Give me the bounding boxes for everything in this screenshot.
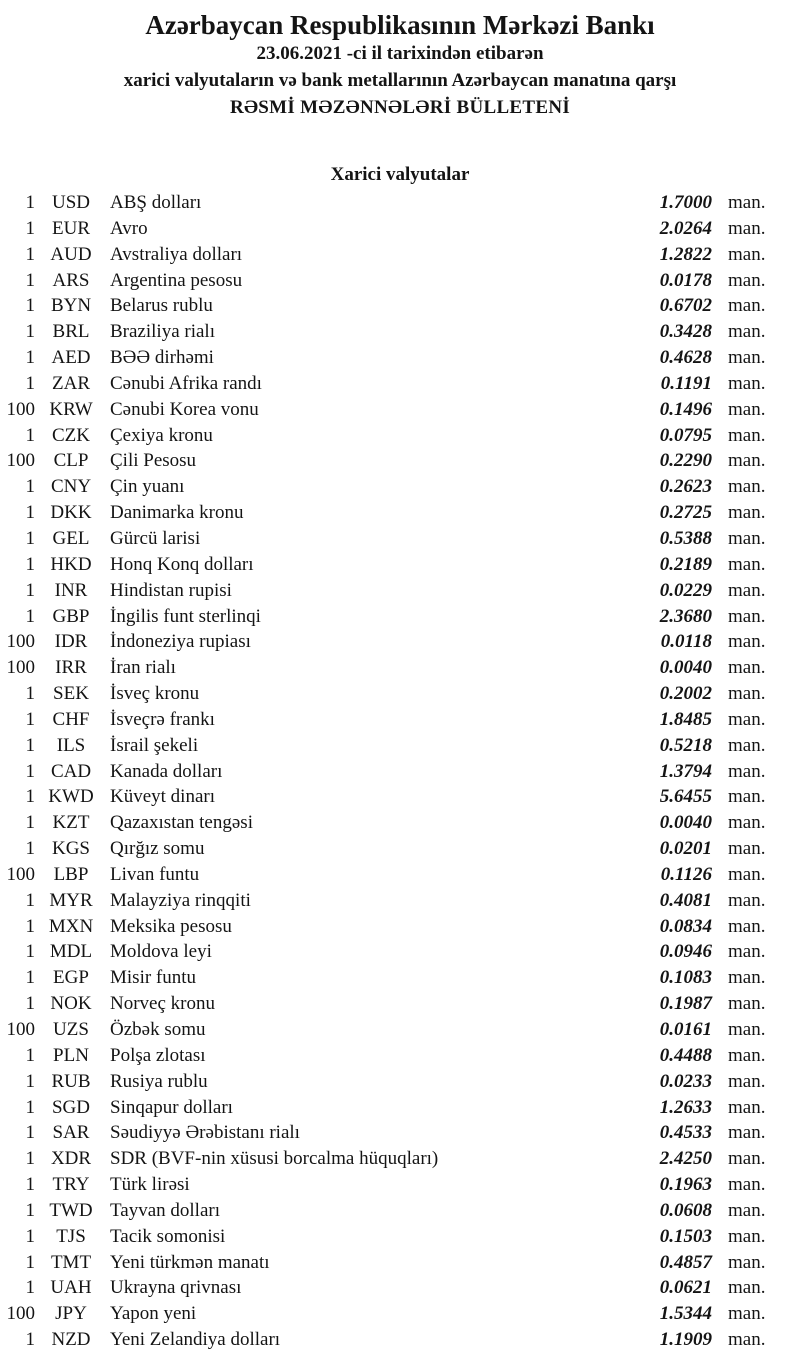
row-rate-value: 0.0834	[659, 915, 712, 937]
row-currency-code: HKD	[50, 553, 92, 575]
row-currency-name: Tayvan dolları	[110, 1199, 220, 1221]
row-unit-label: man.	[728, 786, 766, 808]
row-rate-value: 0.0946	[659, 941, 712, 963]
table-row	[0, 1120, 800, 1146]
table-row	[0, 733, 800, 759]
row-rate-value: 0.0233	[659, 1070, 712, 1092]
row-quantity: 1	[25, 812, 35, 834]
row-rate-value: 0.0040	[659, 812, 712, 834]
row-currency-name: Rusiya rublu	[110, 1070, 208, 1092]
row-currency-name: Misir funtu	[110, 967, 197, 989]
table-row	[0, 1146, 800, 1172]
row-rate-value: 1.7000	[659, 192, 712, 213]
row-rate-value: 1.2822	[659, 243, 712, 265]
row-unit-label: man.	[728, 217, 766, 239]
table-row	[0, 1172, 800, 1198]
row-currency-code: KGS	[51, 838, 90, 860]
table-row	[0, 242, 800, 268]
table-row	[0, 397, 800, 423]
row-currency-code: NZD	[51, 1329, 91, 1351]
row-currency-name: Yeni türkmən manatı	[110, 1251, 270, 1273]
row-quantity: 1	[25, 347, 35, 369]
row-unit-label: man.	[728, 347, 766, 369]
row-rate-value: 0.4533	[659, 1122, 712, 1144]
row-rate-value: 0.2189	[659, 553, 712, 575]
table-row	[0, 1327, 800, 1353]
row-rate-value: 0.0608	[659, 1199, 712, 1221]
row-currency-name: Gürcü larisi	[110, 527, 201, 549]
table-row	[0, 319, 800, 345]
table-row	[0, 1275, 800, 1301]
row-currency-name: İsveçrə frankı	[110, 708, 215, 730]
row-currency-code: KRW	[49, 398, 93, 420]
row-currency-name: Çili Pesosu	[110, 450, 197, 472]
row-unit-label: man.	[728, 1303, 766, 1325]
table-row	[0, 1301, 800, 1327]
table-row	[0, 448, 800, 474]
table-row	[0, 810, 800, 836]
row-currency-code: LBP	[53, 863, 89, 885]
row-currency-code: CNY	[50, 476, 92, 498]
row-rate-value: 0.4628	[659, 347, 712, 369]
row-unit-label: man.	[728, 1122, 766, 1144]
row-rate-value: 0.1963	[659, 1174, 712, 1196]
row-unit-label: man.	[728, 295, 766, 317]
row-quantity: 1	[25, 734, 35, 756]
row-currency-code: TJS	[56, 1225, 86, 1247]
row-quantity: 1	[25, 967, 35, 989]
table-row	[0, 423, 800, 449]
table-row	[0, 216, 800, 242]
rates-table	[0, 190, 800, 1353]
row-currency-code: NOK	[50, 993, 92, 1015]
row-currency-code: SEK	[53, 683, 89, 705]
row-rate-value: 0.1191	[660, 372, 712, 394]
row-currency-name: Honq Konq dolları	[110, 553, 254, 575]
table-row	[0, 939, 800, 965]
row-currency-code: GEL	[52, 527, 90, 549]
row-currency-name: İndoneziya rupiası	[110, 631, 251, 653]
row-unit-label: man.	[728, 424, 766, 446]
row-quantity: 1	[25, 217, 35, 239]
row-currency-name: İngilis funt sterlinqi	[110, 605, 261, 627]
table-row	[0, 888, 800, 914]
row-currency-name: Yapon yeni	[110, 1303, 197, 1325]
row-currency-name: Avro	[110, 217, 148, 239]
row-quantity: 1	[25, 760, 35, 782]
row-unit-label: man.	[728, 863, 766, 885]
row-unit-label: man.	[728, 269, 766, 291]
table-row	[0, 629, 800, 655]
row-unit-label: man.	[728, 476, 766, 498]
row-currency-code: GBP	[52, 605, 90, 627]
row-rate-value: 0.2725	[659, 502, 712, 524]
row-currency-code: UAH	[50, 1277, 92, 1299]
row-rate-value: 0.1496	[659, 398, 712, 420]
row-currency-code: UZS	[53, 1019, 89, 1040]
row-quantity: 1	[25, 993, 35, 1015]
row-quantity: 1	[25, 269, 35, 291]
row-quantity: 1	[25, 1044, 35, 1066]
row-currency-code: CHF	[52, 708, 90, 730]
row-currency-name: Belarus rublu	[110, 295, 213, 317]
row-quantity: 1	[25, 915, 35, 937]
table-row	[0, 1198, 800, 1224]
row-unit-label: man.	[728, 579, 766, 601]
table-row	[0, 1095, 800, 1121]
row-currency-code: MDL	[49, 941, 93, 963]
row-currency-name: Türk lirəsi	[110, 1174, 190, 1196]
row-unit-label: man.	[728, 708, 766, 730]
row-unit-label: man.	[728, 1096, 766, 1118]
row-quantity: 1	[25, 527, 35, 549]
table-row	[0, 1017, 800, 1043]
row-quantity: 1	[25, 243, 35, 265]
row-unit-label: man.	[728, 192, 766, 213]
row-currency-name: Cənubi Korea vonu	[110, 398, 259, 420]
row-unit-label: man.	[728, 812, 766, 834]
table-row	[0, 655, 800, 681]
row-currency-name: Avstraliya dolları	[110, 243, 243, 265]
row-rate-value: 1.1909	[659, 1329, 712, 1351]
row-currency-code: KZT	[52, 812, 90, 834]
effective-date-line: 23.06.2021 -ci il tarixindən etibarən	[256, 43, 544, 64]
row-rate-value: 0.4488	[659, 1044, 712, 1066]
row-rate-value: 0.0229	[659, 579, 712, 601]
table-row	[0, 345, 800, 371]
row-rate-value: 2.3680	[659, 605, 712, 627]
row-unit-label: man.	[728, 838, 766, 860]
row-currency-name: Kanada dolları	[110, 760, 223, 782]
row-currency-name: SDR (BVF-nin xüsusi borcalma hüquqları)	[110, 1148, 439, 1170]
row-currency-code: SGD	[51, 1096, 90, 1118]
row-currency-code: ZAR	[52, 372, 90, 394]
row-currency-code: SAR	[52, 1122, 90, 1144]
row-currency-code: TMT	[50, 1251, 92, 1273]
bank-title: Azərbaycan Respublikasının Mərkəzi Bankı	[145, 10, 655, 40]
row-quantity: 1	[25, 476, 35, 498]
row-currency-name: Norveç kronu	[110, 993, 215, 1015]
row-currency-code: KWD	[48, 786, 94, 808]
row-rate-value: 0.2623	[659, 476, 712, 498]
row-quantity: 1	[25, 1122, 35, 1144]
row-unit-label: man.	[728, 941, 766, 963]
row-unit-label: man.	[728, 553, 766, 575]
row-rate-value: 0.0201	[659, 838, 712, 860]
row-quantity: 1	[25, 838, 35, 860]
row-unit-label: man.	[728, 1225, 766, 1247]
row-unit-label: man.	[728, 321, 766, 343]
row-quantity: 1	[25, 1096, 35, 1118]
table-row	[0, 914, 800, 940]
row-currency-name: Cənubi Afrika randı	[110, 372, 262, 394]
table-row	[0, 707, 800, 733]
row-unit-label: man.	[728, 527, 766, 549]
row-currency-name: Çin yuanı	[110, 476, 185, 498]
row-currency-name: Livan funtu	[110, 863, 200, 885]
row-rate-value: 0.2290	[659, 450, 712, 472]
subject-line: xarici valyutaların və bank metallarının Azərbaycan manatına qarşı	[123, 70, 677, 91]
row-quantity: 100	[6, 398, 35, 420]
row-unit-label: man.	[728, 1329, 766, 1351]
row-rate-value: 5.6455	[659, 786, 712, 808]
row-quantity: 1	[25, 1329, 35, 1351]
table-row	[0, 526, 800, 552]
row-quantity: 100	[6, 450, 35, 472]
row-rate-value: 0.5218	[659, 734, 712, 756]
row-unit-label: man.	[728, 889, 766, 911]
row-rate-value: 0.0118	[660, 631, 712, 653]
row-currency-code: CZK	[52, 424, 90, 446]
row-rate-value: 0.1126	[660, 863, 712, 885]
row-rate-value: 0.5388	[659, 527, 712, 549]
row-unit-label: man.	[728, 760, 766, 782]
row-quantity: 1	[25, 1148, 35, 1170]
row-unit-label: man.	[728, 993, 766, 1015]
table-row	[0, 293, 800, 319]
row-currency-name: Polşa zlotası	[110, 1044, 206, 1066]
row-currency-code: CLP	[53, 450, 89, 472]
row-unit-label: man.	[728, 502, 766, 524]
row-quantity: 1	[25, 683, 35, 705]
row-currency-code: TWD	[49, 1199, 93, 1221]
row-quantity: 1	[25, 1199, 35, 1221]
table-row	[0, 784, 800, 810]
row-currency-code: ILS	[56, 734, 86, 756]
row-rate-value: 0.0795	[659, 424, 712, 446]
row-currency-name: İran rialı	[110, 657, 176, 679]
table-row	[0, 474, 800, 500]
table-row	[0, 371, 800, 397]
row-currency-name: Yeni Zelandiya dolları	[110, 1329, 281, 1351]
table-row	[0, 681, 800, 707]
row-quantity: 1	[25, 1251, 35, 1273]
row-unit-label: man.	[728, 683, 766, 705]
row-quantity: 1	[25, 1277, 35, 1299]
row-currency-name: Braziliya rialı	[110, 321, 215, 343]
row-unit-label: man.	[728, 1019, 766, 1040]
row-rate-value: 2.0264	[659, 217, 712, 239]
row-currency-name: Danimarka kronu	[110, 502, 244, 524]
row-rate-value: 0.4081	[659, 889, 712, 911]
table-row	[0, 268, 800, 294]
row-quantity: 100	[6, 1019, 35, 1040]
row-unit-label: man.	[728, 1174, 766, 1196]
row-quantity: 1	[25, 786, 35, 808]
row-rate-value: 1.2633	[659, 1096, 712, 1118]
row-rate-value: 0.0040	[659, 657, 712, 679]
row-rate-value: 0.0178	[659, 269, 712, 291]
row-rate-value: 0.0621	[659, 1277, 712, 1299]
row-rate-value: 0.1503	[659, 1225, 712, 1247]
table-row	[0, 991, 800, 1017]
row-unit-label: man.	[728, 631, 766, 653]
table-row	[0, 1069, 800, 1095]
row-currency-name: Qırğız somu	[110, 838, 205, 860]
row-currency-name: Çexiya kronu	[110, 424, 213, 446]
table-row	[0, 1043, 800, 1069]
row-currency-name: Özbək somu	[110, 1019, 206, 1040]
row-rate-value: 0.3428	[659, 321, 712, 343]
row-quantity: 1	[25, 579, 35, 601]
row-quantity: 1	[25, 1174, 35, 1196]
row-currency-name: Səudiyyə Ərəbistanı rialı	[110, 1122, 300, 1144]
row-rate-value: 0.4857	[659, 1251, 712, 1273]
row-unit-label: man.	[728, 734, 766, 756]
row-currency-code: BRL	[52, 321, 90, 343]
row-currency-code: USD	[51, 192, 90, 213]
row-currency-name: Tacik somonisi	[110, 1225, 226, 1247]
row-rate-value: 0.0161	[659, 1019, 712, 1040]
row-currency-name: Malayziya rinqqiti	[110, 889, 251, 911]
row-currency-code: IDR	[54, 631, 88, 653]
table-row	[0, 500, 800, 526]
row-unit-label: man.	[728, 1251, 766, 1273]
row-quantity: 1	[25, 192, 35, 213]
row-unit-label: man.	[728, 605, 766, 627]
row-unit-label: man.	[728, 243, 766, 265]
row-quantity: 1	[25, 502, 35, 524]
table-row	[0, 836, 800, 862]
row-currency-name: Argentina pesosu	[110, 269, 243, 291]
row-unit-label: man.	[728, 1277, 766, 1299]
row-unit-label: man.	[728, 372, 766, 394]
bulletin-title: RƏSMİ MƏZƏNNƏLƏRİ BÜLLETENİ	[229, 97, 571, 118]
row-rate-value: 1.8485	[659, 708, 712, 730]
row-quantity: 1	[25, 941, 35, 963]
row-currency-name: Ukrayna qrivnası	[110, 1277, 242, 1299]
row-unit-label: man.	[728, 657, 766, 679]
table-row	[0, 604, 800, 630]
row-quantity: 1	[25, 1070, 35, 1092]
row-currency-code: ARS	[52, 269, 90, 291]
table-row	[0, 1250, 800, 1276]
row-unit-label: man.	[728, 1148, 766, 1170]
table-row	[0, 190, 800, 216]
row-quantity: 1	[25, 1225, 35, 1247]
table-row	[0, 552, 800, 578]
row-quantity: 1	[25, 295, 35, 317]
row-currency-code: CAD	[50, 760, 92, 782]
row-rate-value: 1.3794	[659, 760, 712, 782]
row-currency-code: BYN	[50, 295, 92, 317]
row-quantity: 1	[25, 553, 35, 575]
row-currency-code: EGP	[53, 967, 89, 989]
row-currency-name: İsrail şekeli	[110, 734, 199, 756]
row-quantity: 1	[25, 605, 35, 627]
row-currency-code: JPY	[55, 1303, 87, 1325]
row-rate-value: 0.1987	[659, 993, 712, 1015]
row-currency-code: EUR	[52, 217, 90, 239]
row-quantity: 100	[6, 631, 35, 653]
row-currency-name: ABŞ dolları	[110, 192, 202, 213]
document-header	[0, 0, 800, 122]
row-currency-code: AED	[51, 347, 91, 369]
row-currency-name: BƏƏ dirhəmi	[110, 347, 214, 369]
row-rate-value: 0.6702	[659, 295, 712, 317]
row-currency-code: RUB	[51, 1070, 91, 1092]
table-row	[0, 1224, 800, 1250]
row-currency-code: TRY	[52, 1174, 90, 1196]
row-unit-label: man.	[728, 1070, 766, 1092]
row-quantity: 100	[6, 657, 35, 679]
row-quantity: 1	[25, 424, 35, 446]
row-currency-name: Sinqapur dolları	[110, 1096, 233, 1118]
row-rate-value: 1.5344	[659, 1303, 712, 1325]
row-unit-label: man.	[728, 915, 766, 937]
row-quantity: 1	[25, 889, 35, 911]
row-unit-label: man.	[728, 967, 766, 989]
row-currency-code: XDR	[50, 1148, 92, 1170]
row-quantity: 1	[25, 372, 35, 394]
row-unit-label: man.	[728, 1199, 766, 1221]
row-unit-label: man.	[728, 398, 766, 420]
row-currency-name: Hindistan rupisi	[110, 579, 232, 601]
row-unit-label: man.	[728, 1044, 766, 1066]
row-currency-code: IRR	[55, 657, 87, 679]
table-row	[0, 862, 800, 888]
row-currency-name: Küveyt dinarı	[110, 786, 216, 808]
table-row	[0, 759, 800, 785]
row-rate-value: 2.4250	[659, 1148, 712, 1170]
row-rate-value: 0.2002	[659, 683, 712, 705]
row-currency-code: MYR	[49, 889, 93, 911]
row-unit-label: man.	[728, 450, 766, 472]
table-row	[0, 965, 800, 991]
table-row	[0, 578, 800, 604]
row-currency-code: PLN	[53, 1044, 89, 1066]
row-currency-name: Meksika pesosu	[110, 915, 232, 937]
row-currency-code: DKK	[50, 502, 92, 524]
row-quantity: 100	[6, 1303, 35, 1325]
row-currency-code: MXN	[48, 915, 94, 937]
row-quantity: 1	[25, 708, 35, 730]
row-quantity: 1	[25, 321, 35, 343]
row-currency-name: İsveç kronu	[110, 683, 200, 705]
row-rate-value: 0.1083	[659, 967, 712, 989]
row-currency-code: INR	[54, 579, 88, 601]
row-currency-code: AUD	[50, 243, 92, 265]
row-quantity: 100	[6, 863, 35, 885]
row-currency-name: Qazaxıstan tengəsi	[110, 812, 253, 834]
row-currency-name: Moldova leyi	[110, 941, 212, 963]
section-title-foreign-currencies: Xarici valyutalar	[330, 164, 470, 185]
